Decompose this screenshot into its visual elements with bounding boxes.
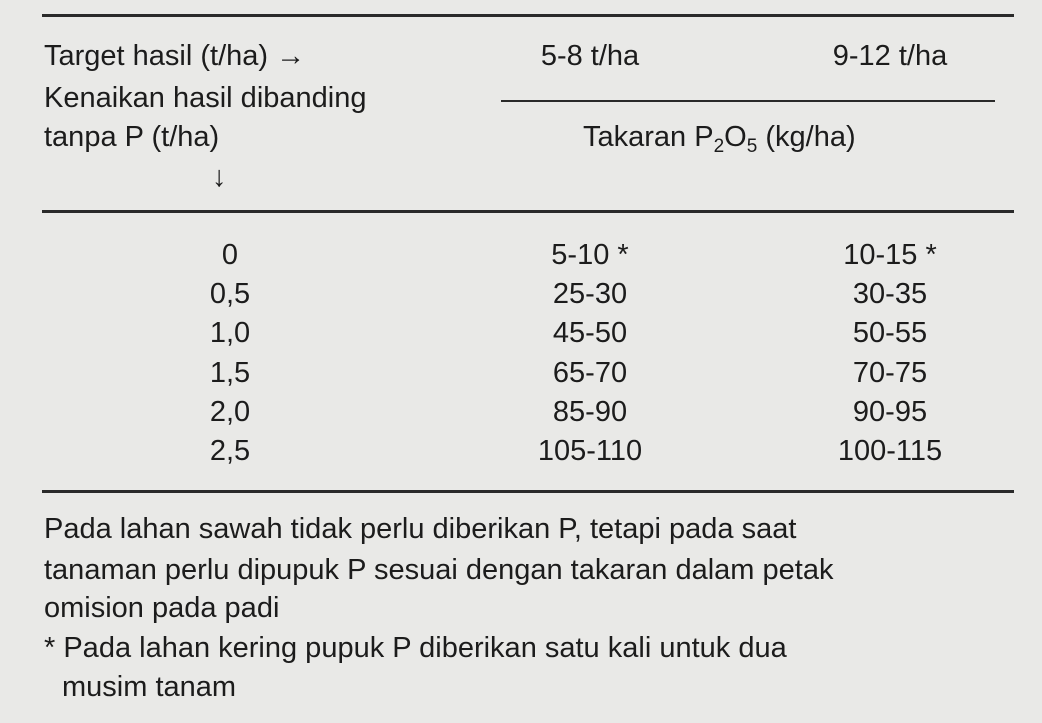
- dose-5-8-cell: 65-70: [552, 357, 628, 389]
- footnote-line-4: * Pada lahan kering pupuk P diberikan satu kali untuk dua: [44, 632, 787, 664]
- increase-cell: 0,5: [209, 278, 251, 310]
- down-arrow-icon: ↓: [212, 161, 227, 193]
- dose-sub-2: 2: [713, 136, 725, 157]
- target-9-12-header: 9-12 t/ha: [832, 40, 948, 72]
- row-label-target: Target hasil (t/ha) →: [44, 40, 306, 72]
- dose-label: [583, 118, 856, 156]
- increase-cell: 1,5: [209, 357, 251, 389]
- dose-5-8-cell: 45-50: [552, 317, 628, 349]
- row-label-unit: tanpa P (t/ha): [44, 121, 220, 153]
- increase-cell: 2,0: [209, 396, 251, 428]
- header-sub-rule: [501, 100, 995, 102]
- footnote-line-2: tanaman perlu dipupuk P sesuai dengan takaran dalam petak: [44, 554, 834, 586]
- dose-9-12-cell: 70-75: [852, 357, 928, 389]
- top-rule: [42, 14, 1014, 17]
- increase-cell: 1,0: [209, 317, 251, 349]
- dose-9-12-cell: 50-55: [852, 317, 928, 349]
- dose-sub-5: 5: [746, 136, 758, 157]
- dose-9-12-cell: 100-115: [837, 435, 943, 467]
- footnote-line-1: Pada lahan sawah tidak perlu diberikan P, tetapi pada saat: [44, 513, 797, 545]
- dose-9-12-cell: 10-15 *: [843, 239, 937, 271]
- footnote-line-5: musim tanam: [62, 671, 237, 703]
- dose-5-8-cell: 85-90: [552, 396, 628, 428]
- increase-cell: 2,5: [209, 435, 251, 467]
- dose-5-8-cell: 5-10 *: [551, 239, 629, 271]
- dose-5-8-cell: 25-30: [552, 278, 628, 310]
- dose-9-12-cell: 30-35: [852, 278, 928, 310]
- dose-label-mid: O: [724, 121, 747, 153]
- increase-cell: 0: [221, 239, 239, 271]
- dose-label-pre: Takaran P: [583, 121, 714, 153]
- dose-9-12-cell: 90-95: [852, 396, 928, 428]
- table-bottom-rule: [42, 490, 1014, 493]
- row-label-increase: Kenaikan hasil dibanding: [44, 82, 367, 114]
- dose-label-post: (kg/ha): [757, 121, 856, 153]
- target-5-8-header: 5-8 t/ha: [540, 40, 640, 72]
- header-bottom-rule: [42, 210, 1014, 213]
- footnote-line-3: omision pada padi: [44, 592, 280, 624]
- dose-5-8-cell: 105-110: [537, 435, 643, 467]
